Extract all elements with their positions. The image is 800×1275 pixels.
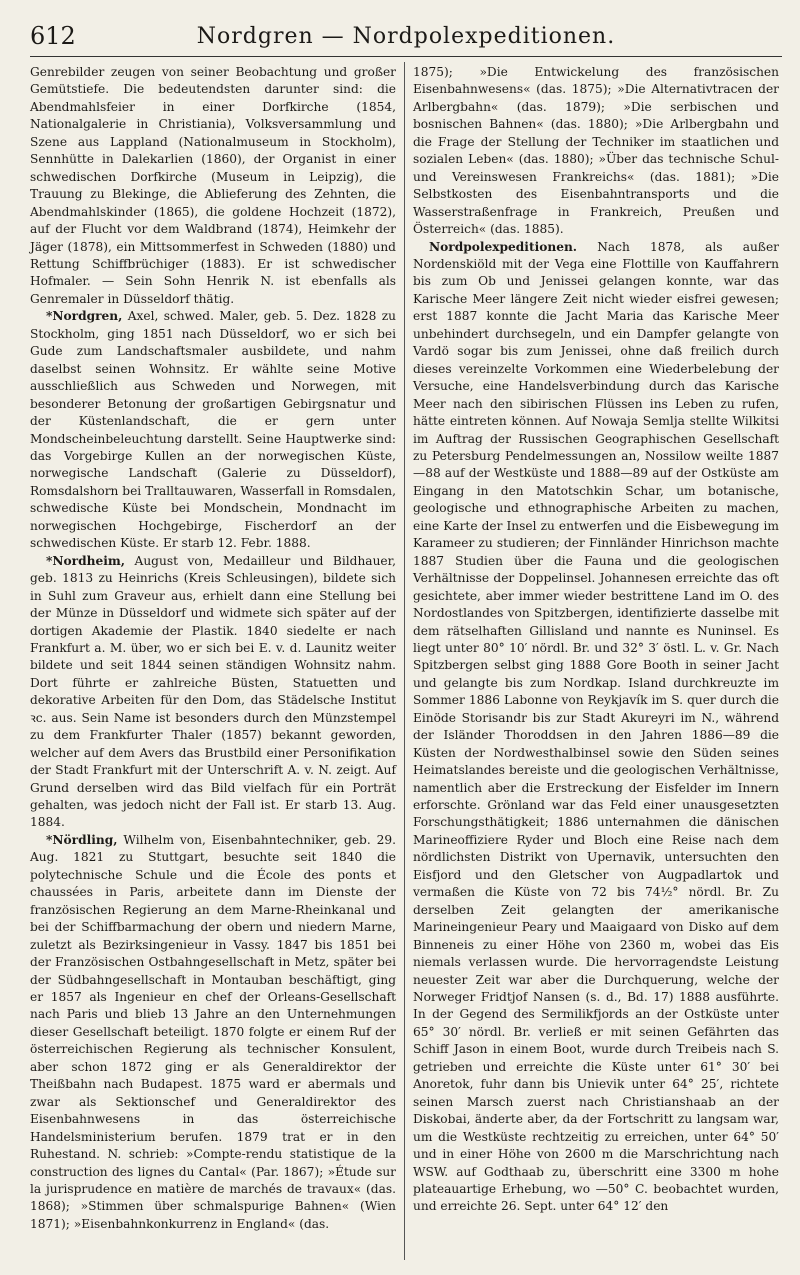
page-header [30, 20, 782, 60]
entry-nordheim [30, 553, 396, 832]
right-column [413, 64, 779, 1216]
paragraph: Genrebilder zeugen von seiner Beobachtung und großer Gemütstiefe. Die bedeutendsten darunter sind: die Abendmahlsfeier in einer Dorfkirche (1854, Nationalgalerie in Christiania), Volksversammlung und Szene aus Lappland (Nationalmuseum in Stockholm), Sennhütte in Dalekarlien (1860), der Organist in einer schwedischen Dorfkirche (Museum in Leipzig), die Trauung zu Blekinge, die Ablieferung des Zehnten, die Abendmahlskinder (1865), die goldene Hochzeit (1872), auf der Flucht vor dem Waldbrand (1874), Heimkehr der Jäger (1878), ein Mittsommerfest in Schweden (1880) und Rettung Schiffbrüchiger (1883). Er ist schwedischer Hofmaler. — Sein Sohn Henrik N. ist ebenfalls als Genremaler in Düsseldorf thätig. [30, 65, 396, 306]
page-number: 612 [30, 22, 76, 50]
header-rule [30, 56, 782, 57]
entry-body: Wilhelm von, Eisenbahntechniker, geb. 29. Aug. 1821 zu Stuttgart, besuchte seit 1840 die polytechnische Schule und die École des ponts et chaussées in Paris, arbeitete dann im Dienste der französischen Regierung an dem Marne-Rheinkanal und bei der Schiffbarmachung der obern und niedern Marne, zuletzt als Bezirksingenieur in Vassy. 1847 bis 1851 bei der Französischen Ostbahngesellschaft in Metz, später bei der Südbahngesellschaft in Montauban beschäftigt, ging er 1857 als Ingenieur en chef der Orleans-Gesellschaft nach Paris und blieb 13 Jahre an den Unternehmungen dieser Gesellschaft beteiligt. 1870 folgte er einem Ruf der österreichischen Regierung als technischer Konsulent, aber schon 1872 ging er als Generaldirektor der Theißbahn nach Budapest. 1875 ward er abermals und zwar als Sektionschef und Generaldirektor des Eisenbahnwesens in das österreichische Handelsministerium berufen. 1879 trat er in den Ruhestand. N. schrieb: »Compte-rendu statistique de la construction des lignes du Cantal« (Par. 1867); »Étude sur la jurisprudence en matière de marchés de travaux« (das. 1868); »Stimmen über schmalspurige Bahnen« (Wien 1871); »Eisenbahnkonkurrenz in England« (das. [30, 832, 396, 1231]
column-divider [404, 62, 405, 1260]
paragraph: 1875); »Die Entwickelung des französischen Eisenbahnwesens« (das. 1875); »Die Alternativtracen der Arlbergbahn« (das. 1879); »Die serbischen und bosnischen Bahnen« (das. 1880); »Die Arlbergbahn und die Frage der Stellung der Techniker im staatlichen und sozialen Leben« (das. 1880); »Über das technische Schul- und Vereinswesen Frankreichs« (das. 1881); »Die Selbstkosten des Eisenbahntransports und die Wasserstraßenfrage in Frankreich, Preußen und Österreich« (das. 1885). [413, 65, 779, 237]
left-column [30, 64, 396, 1233]
entry-noerdling [30, 832, 396, 1233]
entry-headword: *Nordgren, [46, 309, 123, 324]
entry-nordpolexpeditionen [413, 239, 779, 1216]
entry-body: Axel, schwed. Maler, geb. 5. Dez. 1828 zu Stockholm, ging 1851 nach Düsseldorf, wo er sich bei Gude zum Landschaftsmaler ausbildete, und nahm daselbst seinen Wohnsitz. Er wählte seine Motive ausschließlich aus Schweden und Norwegen, mit besonderer Betonung der großartigen Gebirgsnatur und der Küstenlandschaft, die er gern unter Mondscheinbeleuchtung darstellt. Seine Hauptwerke sind: das Vorgebirge Kullen an der norwegischen Küste, norwegische Landschaft (Galerie zu Düsseldorf), Romsdalshorn bei Tralltauwaren, Wasserfall in Romsdalen, schwedische Küste bei Mondschein, Mondnacht im norwegischen Hochgebirge, Fischerdorf an der schwedischen Küste. Er starb 12. Febr. 1888. [30, 309, 397, 551]
entry-nordgren-axel [30, 308, 396, 552]
entry-headword: *Nördling, [46, 832, 118, 847]
entry-body: Nach 1878, als außer Nordenskiöld mit der Vega eine Flottille von Kauffahrern bis zum Ob und Jenissei gelangen konnte, war das Karische Meer längere Zeit nicht wieder eisfrei gewesen; erst 1887 konnte die Jacht Maria das Karische Meer unbehindert durchsegeln, und ein Dampfer gelangte von Vardö sogar bis zum Jenissei, ohne daß freilich durch dieses vereinzelte Vorkommen eine Wiederbelebung der Versuche, eine Handelsverbindung durch das Karische Meer nach den sibirischen Flüssen ins Leben zu rufen, hätte eintreten können. Auf Nowaja Semlja stellte Wilkitsi im Auftrag der Russischen Geographischen Gesellschaft zu Petersburg Pendelmessungen an, Nossilow weilte 1887—88 auf der Westküste und 1888—89 auf der Ostküste am Eingang in den Matotschkin Schar, um botanische, geologische und ethnographische Arbeiten zu machen, eine Karte der Insel zu entwerfen und die Eisbewegung im Karameer zu studieren; der Finnländer Hinrichson machte 1887 Studien über die Fauna und die geologischen Verhältnisse der Doppelinsel. Johannesen erreichte das oft gesichtete, aber immer wieder bestrittene Land im O. des Nordostlandes von Spitzbergen, identifizierte dasselbe mit dem rätselhaften Gillisland und nannte es Nuninsel. Es liegt unter 80° 10′ nördl. Br. und 32° 3′ östl. L. v. Gr. Nach Spitzbergen selbst ging 1888 Gore Booth in seiner Jacht und gelangte bis zum Nordkap. Island durchkreuzte im Sommer 1886 Labonne von Reykjavík im S. quer durch die Einöde Storisandr bis zur Stadt Akureyri im N., während der Isländer Thoroddsen in den Jahren 1886—89 die Küsten der Nordwesthalbinsel sowie den Süden seines Heimatslandes bereiste und die geologischen Verhältnisse, namentlich aber die Erstreckung der Eisfelder im Innern erforschte. Grönland war das Feld einer unausgesetzten Forschungsthätigkeit; 1886 unternahmen die dänischen Marineoffiziere Ryder und Bloch eine Reise nach dem nördlichsten Distrikt von Upernavik, untersuchten den Eisfjord und den Gletscher von Augpadlartok und vermaßen die Küste von 72 bis 74½° nördl. Br. Zu derselben Zeit gelangten der amerikanische Marineingenieur Peary und Maaigaard von Disko auf dem Binneneis zu einer Höhe von 2360 m, wobei das Eis niemals verlassen wurde. Die hervorragendste Leistung neuester Zeit war aber die Durchquerung, welche der Norweger Fridtjof Nansen (s. d., Bd. 17) 1888 ausführte. In der Gegend des Sermilikfjords an der Ostküste unter 65° 30′ nördl. Br. verließ er mit seinen Gefährten das Schiff Jason in einem Boot, wurde durch Treibeis nach S. getrieben und erreichte die Küste unter 61° 30′ bei Anoretok, fuhr dann bis Unievik unter 64° 25′, richtete seinen Marsch zuerst nach Christianshaab an der Diskobai, änderte aber, da der Fortschritt zu langsam war, um die Westküste rechtzeitig zu erreichen, unter 64° 50′ und in einer Höhe von 2600 m die Marschrichtung nach WSW. auf Godthaab zu, überschritt eine 3300 m hohe plateauartige Erhebung, wo —50° C. beobachtet wurden, und erreichte 26. Sept. unter 64° 12′ den [413, 239, 779, 1214]
entry-body: August von, Medailleur und Bildhauer, geb. 1813 zu Heinrichs (Kreis Schleusingen), bildete sich in Suhl zum Graveur aus, erhielt dann eine Stellung bei der Münze in Düsseldorf und widmete sich später auf der dortigen Akademie der Plastik. 1840 siedelte er nach Frankfurt a. M. über, wo er sich bei E. v. d. Launitz weiter bildete und seit 1844 seinen ständigen Wohnsitz nahm. Dort führte er zahlreiche Büsten, Statuetten und dekorative Arbeiten für den Dom, das Städelsche Institut ꝛc. aus. Sein Name ist besonders durch den Münzstempel zu dem Frankfurter Thaler (1857) bekannt geworden, welcher auf dem Avers das Brustbild einer Personifikation der Stadt Frankfurt mit der Unterschrift A. v. N. zeigt. Auf Grund derselben wird das Bild vielfach für ein Porträt gehalten, was jedoch nicht der Fall ist. Er starb 13. Aug. 1884. [30, 553, 396, 830]
entry-headword: Nordpolexpeditionen. [429, 239, 578, 254]
entry-headword: *Nordheim, [46, 553, 125, 568]
running-title: Nordgren — Nordpolexpeditionen. [196, 24, 616, 49]
